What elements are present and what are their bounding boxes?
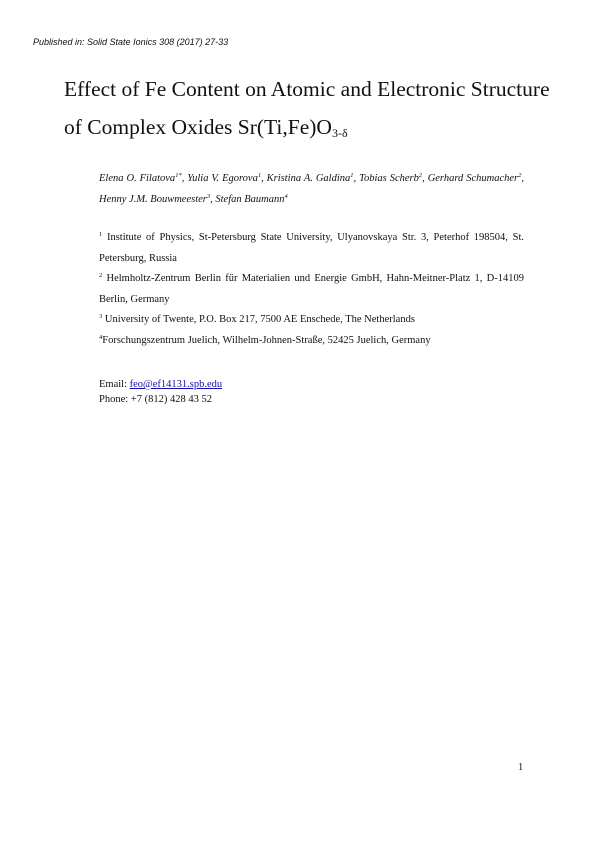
title-line-1: Effect of Fe Content on Atomic and Electronic Structure	[64, 77, 550, 101]
author-affiliation-mark: 1	[257, 172, 262, 179]
author-affiliation-mark: 4	[284, 193, 288, 200]
phone-label: Phone:	[99, 393, 129, 405]
affiliation-item	[99, 228, 524, 269]
contact-block	[99, 378, 222, 407]
affiliation-number: 2	[99, 272, 103, 279]
affiliation-number: 1	[99, 231, 103, 238]
phone-line	[99, 393, 222, 408]
author-affiliation-mark: 2	[518, 172, 522, 179]
author-list: Elena O. Filatova$^{1*}$, Yulia V. Egorova$^1$, Kristina A. Galdina$^1$, Tobias Scherb$^2$, Gerhard Schumacher$^2$, Henny J.M. Bouwmeester$^3$, Stefan Baumann$^4$	[99, 172, 525, 205]
author-name: Gerhard Schumacher	[427, 173, 519, 184]
affiliation-number: 3	[99, 313, 103, 320]
author-name: Kristina A. Galdina	[266, 173, 351, 184]
affiliation-text: Forschungszentrum Juelich, Wilhelm-Johnen-Straße, 52425 Juelich, Germany	[102, 334, 431, 346]
affiliation-number: 4	[99, 333, 103, 341]
title-subscript: 3-δ	[331, 126, 348, 140]
author-name: Yulia V. Egorova	[187, 173, 258, 184]
author-affiliation-mark: 1*	[175, 172, 182, 179]
email-label: Email:	[99, 379, 127, 390]
affiliation-item	[99, 331, 524, 352]
affiliation-text: Institute of Physics, St-Petersburg State University, Ulyanovskaya Str. 3, Peterhof 198504, St. Petersburg, Russia	[99, 232, 525, 264]
author-name: Elena O. Filatova	[99, 173, 176, 184]
author-name: Henny J.M. Bouwmeester	[99, 194, 207, 205]
affiliation-item	[99, 269, 524, 310]
title-line-2	[64, 108, 584, 152]
author-name: Tobias Scherb	[359, 173, 419, 184]
affiliation-list	[99, 228, 524, 351]
author-affiliation-mark: 1	[350, 172, 354, 179]
author-affiliation-mark: 2	[418, 172, 423, 179]
affiliation-text: Helmholtz-Zentrum Berlin für Materialien und Energie GmbH, Hahn-Meitner-Platz 1, D-14109 Berlin, Germany	[99, 273, 524, 305]
affiliation-text: University of Twente, P.O. Box 217, 7500 AE Enschede, The Netherlands	[104, 314, 415, 325]
email-link[interactable]: feo@ef14131.spb.edu	[129, 379, 223, 390]
author-affiliation-mark: 3	[206, 193, 211, 200]
page-number: 1	[518, 762, 524, 773]
title-line-2-main: of Complex Oxides Sr(Ti,Fe)O	[64, 115, 332, 139]
author-name: Stefan Baumann	[215, 194, 285, 205]
paper-title	[64, 70, 584, 152]
phone-number: +7 (812) 428 43 52	[130, 393, 212, 405]
email-line	[99, 378, 222, 393]
affiliation-item	[99, 310, 524, 331]
publication-note: Published in: Solid State Ionics 308 (2017) 27-33	[33, 37, 229, 47]
